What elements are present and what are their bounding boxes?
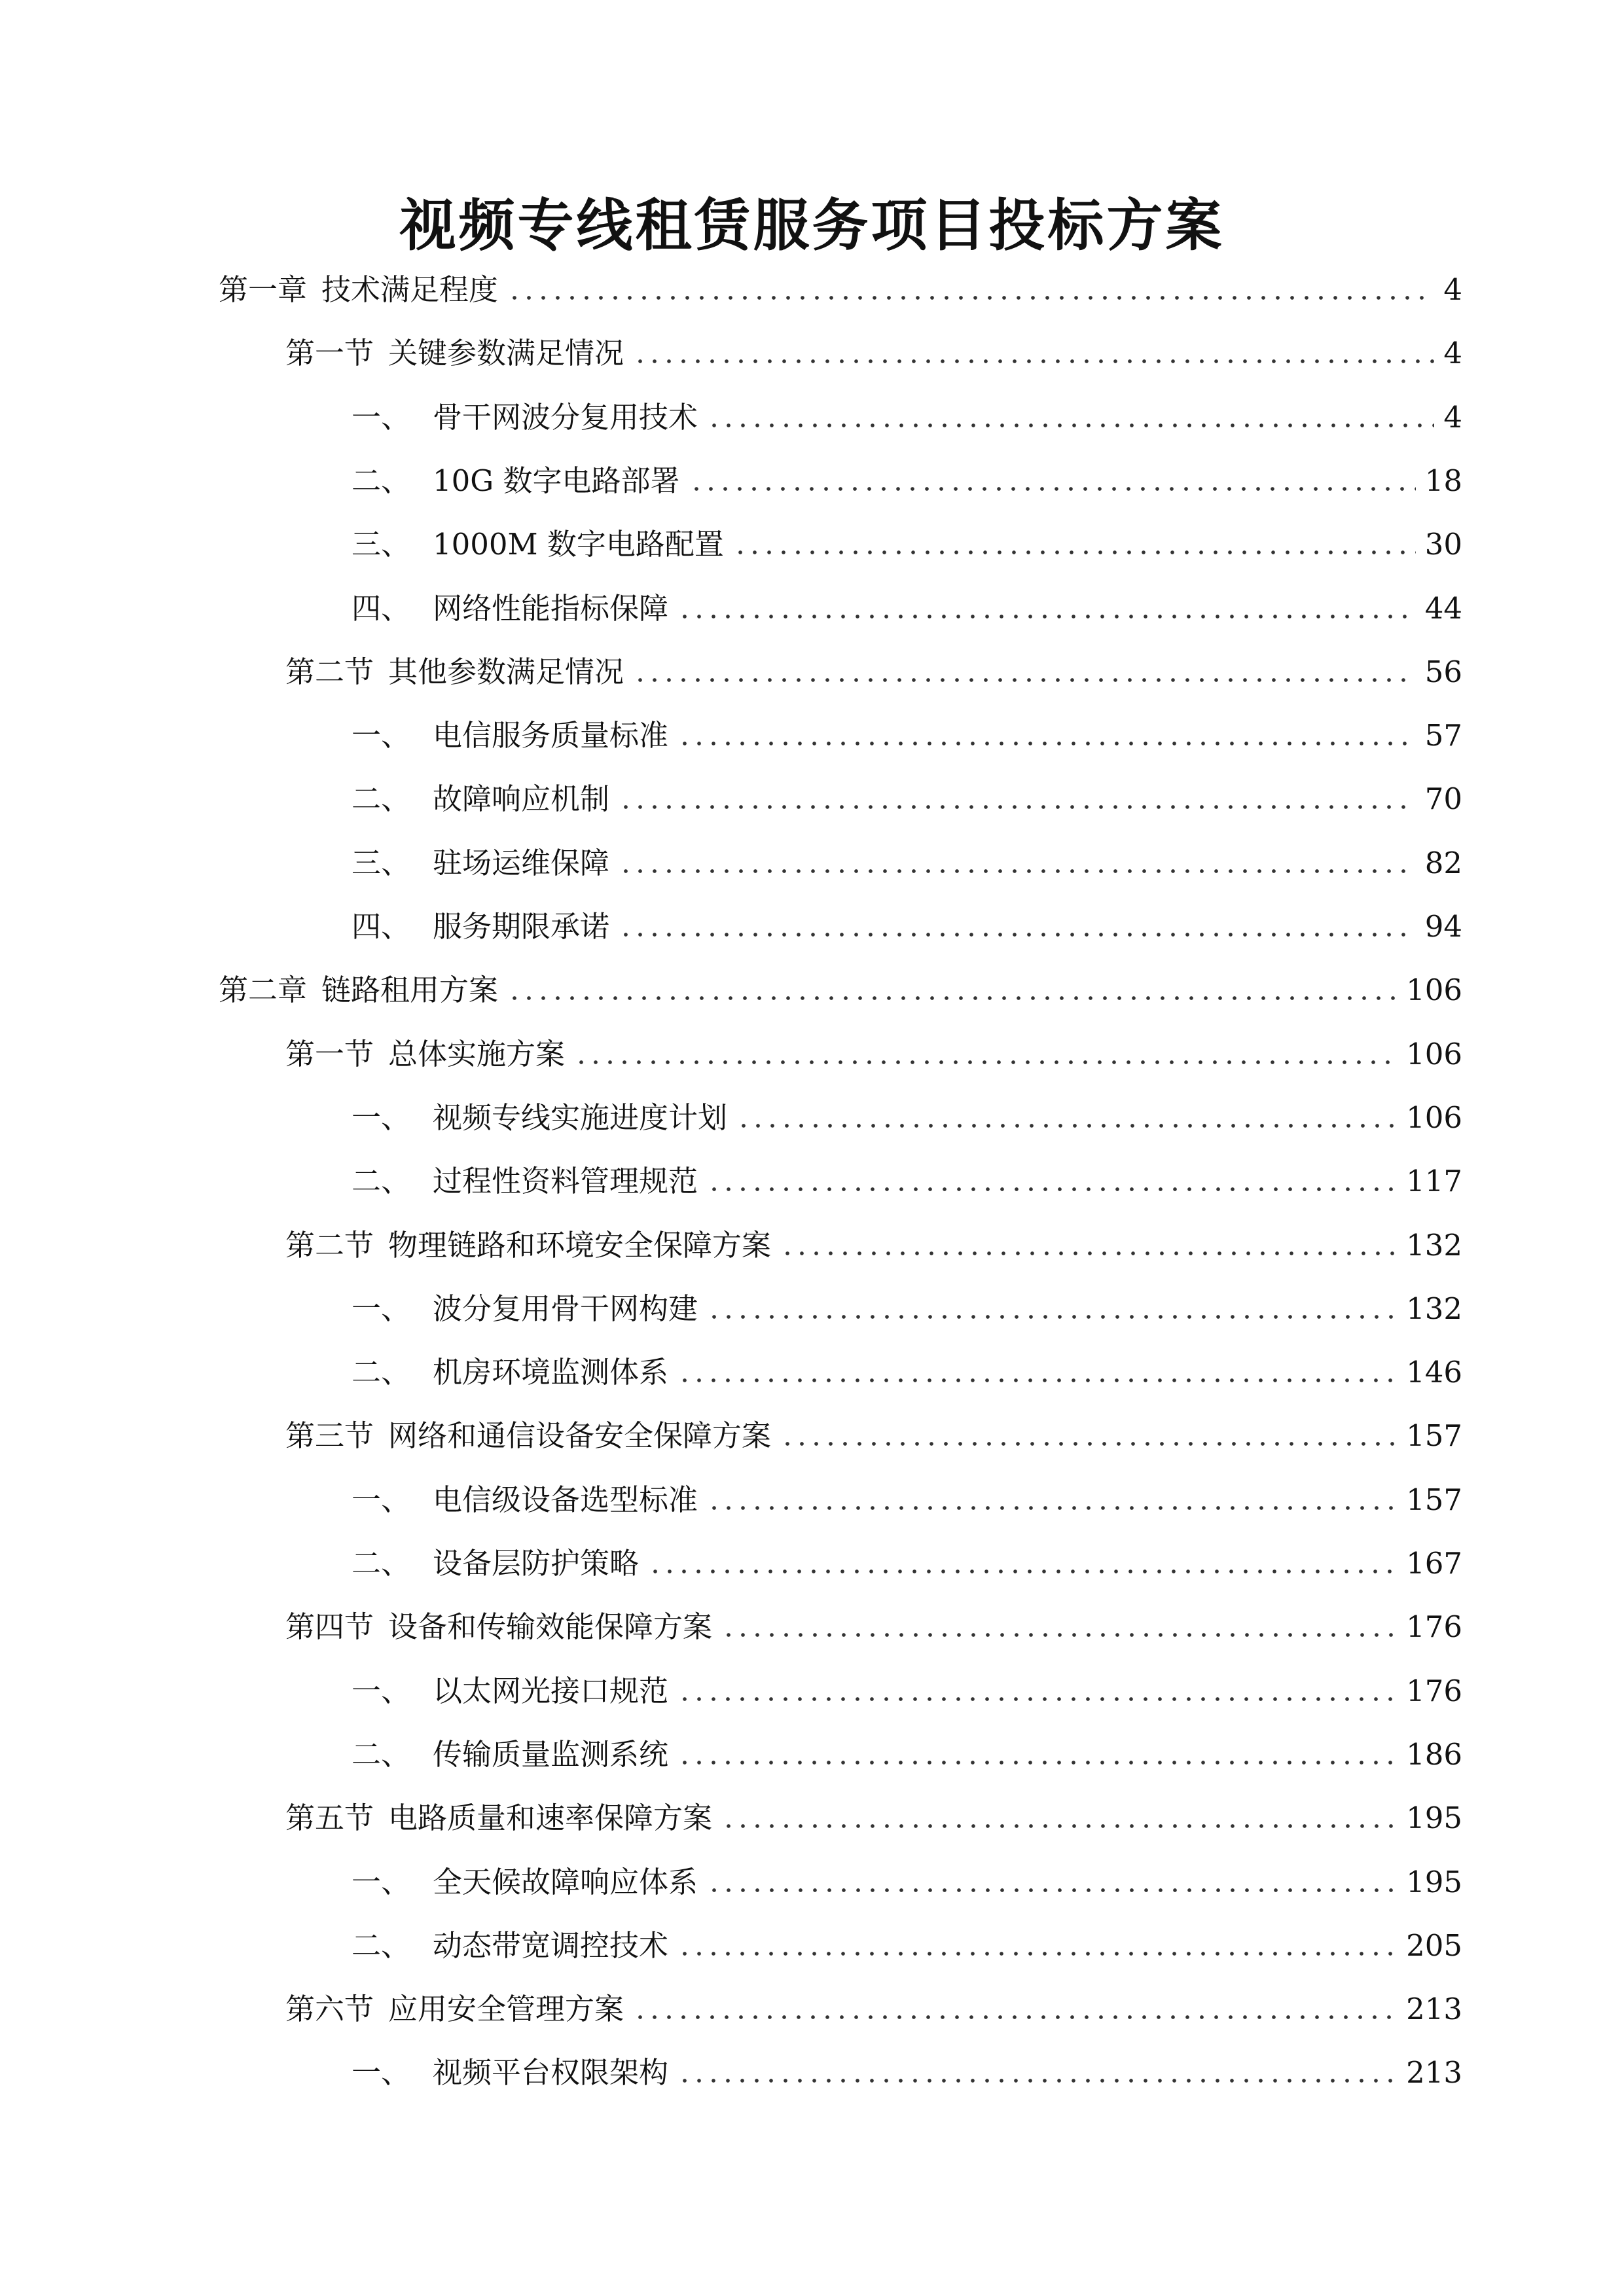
toc-entry-number: 二、: [352, 1164, 411, 1198]
toc-entry-number: 一、: [352, 1865, 411, 1899]
toc-page-number: 57: [1424, 718, 1462, 753]
toc-entry-number: 一、: [352, 1100, 411, 1135]
toc-entry-title: 应用安全管理方案: [388, 1992, 624, 2026]
toc-entry-number: 第六节: [285, 1992, 374, 2026]
toc-entry-title: 其他参数满足情况: [388, 655, 624, 689]
toc-entry-number: 第二章: [219, 973, 308, 1007]
toc-entry-label: [352, 1732, 668, 1778]
dot-leader: [507, 296, 1434, 300]
toc-entry-number: 二、: [352, 1355, 411, 1390]
toc-entry-label: [352, 1477, 698, 1523]
toc-page-number: 117: [1406, 1164, 1462, 1198]
toc-entry[interactable]: [352, 713, 1462, 759]
dot-leader: [633, 2015, 1397, 2019]
toc-page-number: 213: [1406, 2055, 1462, 2090]
dot-leader: [677, 1378, 1397, 1382]
toc-entry-label: [352, 840, 609, 886]
toc-entry-number: 一、: [352, 400, 411, 435]
toc-entry-label: [285, 1795, 712, 1841]
toc-entry-label: [352, 395, 698, 440]
toc-entry-number: 一、: [352, 1482, 411, 1517]
dot-leader: [707, 1187, 1397, 1191]
dot-leader: [619, 869, 1416, 873]
toc-entry-number: 第三节: [285, 1418, 374, 1453]
toc-entry-number: 第四节: [285, 1609, 374, 1644]
toc-entry[interactable]: [285, 1031, 1462, 1077]
toc-entry-title: 过程性资料管理规范: [433, 1164, 698, 1198]
toc-entry-title: 动态带宽调控技术: [433, 1928, 669, 1963]
toc-entry-number: 四、: [352, 591, 411, 626]
toc-entry-title: 驻场运维保障: [433, 846, 610, 880]
toc-entry[interactable]: [285, 331, 1462, 376]
toc-entry[interactable]: [352, 1095, 1462, 1141]
toc-entry-title: 服务期限承诺: [433, 909, 610, 944]
toc-entry-label: [219, 267, 498, 313]
dot-leader: [633, 359, 1434, 363]
toc-page-number: 146: [1406, 1355, 1462, 1390]
dot-leader: [677, 742, 1416, 745]
toc-entry[interactable]: [352, 1541, 1462, 1587]
toc-page-number: 132: [1406, 1291, 1462, 1326]
toc-page-number: 4: [1443, 336, 1462, 370]
toc-entry-number: 一、: [352, 2055, 411, 2090]
toc-entry[interactable]: [285, 1223, 1462, 1268]
toc-entry-label: [352, 522, 724, 567]
toc-entry-title: 全天候故障响应体系: [433, 1865, 698, 1899]
toc-entry[interactable]: [285, 1795, 1462, 1841]
dot-leader: [780, 1442, 1397, 1446]
dot-leader: [619, 805, 1416, 809]
toc-entry-title: 电信服务质量标准: [433, 718, 669, 753]
toc-entry[interactable]: [285, 1604, 1462, 1650]
toc-entry-title: 机房环境监测体系: [433, 1355, 669, 1390]
toc-entry-title: 网络性能指标保障: [433, 591, 669, 626]
dot-leader: [780, 1251, 1397, 1255]
toc-entry-number: 二、: [352, 1928, 411, 1963]
toc-entry-title: 10G 数字电路部署: [433, 463, 680, 498]
toc-entry-number: 一、: [352, 1291, 411, 1326]
toc-page-number: 176: [1406, 1609, 1462, 1644]
dot-leader: [707, 1315, 1397, 1319]
toc-entry[interactable]: [352, 1859, 1462, 1905]
toc-page-number: 106: [1406, 1037, 1462, 1071]
toc-entry[interactable]: [285, 1413, 1462, 1459]
toc-page-number: 56: [1424, 655, 1462, 689]
toc-entry-title: 设备层防护策略: [433, 1546, 640, 1581]
toc-entry[interactable]: [352, 2050, 1462, 2096]
toc-entry[interactable]: [352, 1350, 1462, 1395]
toc-entry-title: 视频平台权限架构: [433, 2055, 669, 2090]
toc-page-number: 186: [1406, 1737, 1462, 1772]
toc-page-number: 132: [1406, 1228, 1462, 1263]
toc-page-number: 195: [1406, 1801, 1462, 1835]
toc-entry-number: 二、: [352, 1737, 411, 1772]
toc-entry-label: [352, 1923, 668, 1969]
dot-leader: [677, 615, 1416, 619]
toc-entry[interactable]: [352, 840, 1462, 886]
toc-entry[interactable]: [285, 1986, 1462, 2032]
toc-entry-number: 一、: [352, 718, 411, 753]
dot-leader: [677, 1761, 1397, 1765]
toc-entry-title: 关键参数满足情况: [388, 336, 624, 370]
dot-leader: [677, 2079, 1397, 2083]
toc-entry[interactable]: [352, 776, 1462, 822]
toc-page-number: 18: [1424, 463, 1462, 498]
toc-entry-title: 骨干网波分复用技术: [433, 400, 698, 435]
toc-entry-label: [285, 649, 624, 695]
dot-leader: [677, 1697, 1397, 1701]
toc-entry-label: [352, 2050, 668, 2096]
toc-entry-label: [352, 904, 609, 950]
toc-entry-title: 波分复用骨干网构建: [433, 1291, 698, 1326]
toc-entry-title: 以太网光接口规范: [433, 1674, 669, 1708]
dot-leader: [733, 550, 1416, 554]
toc-entry-label: [285, 1223, 771, 1268]
toc-entry-number: 第一节: [285, 336, 374, 370]
toc-entry[interactable]: [352, 395, 1462, 440]
toc-page-number: 30: [1424, 527, 1462, 562]
toc-entry-number: 四、: [352, 909, 411, 944]
toc-page-number: 195: [1406, 1865, 1462, 1899]
toc-entry[interactable]: [352, 1286, 1462, 1332]
toc-page-number: 213: [1406, 1992, 1462, 2026]
toc-entry-title: 总体实施方案: [388, 1037, 566, 1071]
toc-entry-number: 三、: [352, 527, 411, 562]
toc-page-number: 70: [1424, 781, 1462, 816]
dot-leader: [707, 1506, 1397, 1510]
toc-entry-number: 第二节: [285, 1228, 374, 1263]
toc-page-number: 4: [1443, 272, 1462, 307]
toc-entry[interactable]: [352, 1923, 1462, 1969]
toc-entry[interactable]: [352, 458, 1462, 504]
toc-page-number: 44: [1424, 591, 1462, 626]
toc-entry-number: 第五节: [285, 1801, 374, 1835]
dot-leader: [721, 1633, 1397, 1637]
dot-leader: [507, 996, 1397, 1000]
toc-entry-label: [285, 1031, 565, 1077]
toc-entry[interactable]: [352, 1732, 1462, 1778]
toc-entry-label: [285, 1986, 624, 2032]
toc-entry-title: 传输质量监测系统: [433, 1737, 669, 1772]
toc-entry-label: [352, 1668, 668, 1714]
dot-leader: [736, 1124, 1397, 1128]
toc-entry[interactable]: [352, 904, 1462, 950]
toc-entry-label: [352, 1541, 639, 1587]
dot-leader: [707, 423, 1434, 427]
toc-entry-title: 链路租用方案: [321, 973, 499, 1007]
toc-entry-label: [285, 1604, 712, 1650]
toc-entry-title: 1000M 数字电路配置: [433, 527, 724, 562]
toc-entry-number: 第一节: [285, 1037, 374, 1071]
toc-entry-label: [352, 586, 668, 632]
toc-page-number: 157: [1406, 1418, 1462, 1453]
toc-entry[interactable]: [219, 967, 1462, 1013]
toc-entry[interactable]: [285, 649, 1462, 695]
toc-entry-label: [352, 1859, 698, 1905]
toc-entry-number: 二、: [352, 781, 411, 816]
dot-leader: [633, 678, 1416, 682]
toc-page-number: 82: [1424, 846, 1462, 880]
toc-entry[interactable]: [352, 522, 1462, 567]
toc-entry[interactable]: [352, 586, 1462, 632]
toc-page-number: 106: [1406, 973, 1462, 1007]
toc-entry[interactable]: [352, 1477, 1462, 1523]
toc-page-number: 157: [1406, 1482, 1462, 1517]
toc-page-number: 94: [1424, 909, 1462, 944]
toc-entry[interactable]: [352, 1668, 1462, 1714]
toc-page-number: 4: [1443, 400, 1462, 435]
toc-entry-title: 网络和通信设备安全保障方案: [388, 1418, 772, 1453]
toc-entry-label: [219, 967, 498, 1013]
toc-entry-label: [352, 1286, 698, 1332]
toc-page-number: 167: [1406, 1546, 1462, 1581]
toc-entry-number: 二、: [352, 1546, 411, 1581]
toc-entry-number: 三、: [352, 846, 411, 880]
toc-entry-label: [285, 331, 624, 376]
toc-entry-label: [285, 1413, 771, 1459]
toc-entry-label: [352, 1158, 698, 1204]
toc-page-number: 176: [1406, 1674, 1462, 1708]
toc-entry[interactable]: [219, 267, 1462, 313]
toc-entry-title: 物理链路和环境安全保障方案: [388, 1228, 772, 1263]
toc-entry-label: [352, 1095, 727, 1141]
toc-entry-title: 电信级设备选型标准: [433, 1482, 698, 1517]
toc-entry-label: [352, 776, 609, 822]
dot-leader: [648, 1570, 1397, 1573]
toc-page-number: 106: [1406, 1100, 1462, 1135]
toc-entry-title: 故障响应机制: [433, 781, 610, 816]
toc-entry-title: 视频专线实施进度计划: [433, 1100, 728, 1135]
dot-leader: [619, 933, 1416, 937]
toc-entry-label: [352, 458, 680, 504]
document-title: 视频专线租赁服务项目投标方案: [399, 192, 1225, 259]
dot-leader: [677, 1952, 1397, 1956]
dot-leader: [721, 1824, 1397, 1828]
toc-page-number: 205: [1406, 1928, 1462, 1963]
dot-leader: [574, 1060, 1397, 1064]
toc-entry-number: 二、: [352, 463, 411, 498]
toc-entry[interactable]: [352, 1158, 1462, 1204]
toc-entry-title: 电路质量和速率保障方案: [388, 1801, 713, 1835]
dot-leader: [707, 1888, 1397, 1892]
toc-entry-title: 技术满足程度: [321, 272, 499, 307]
toc-entry-number: 第二节: [285, 655, 374, 689]
toc-entry-number: 一、: [352, 1674, 411, 1708]
toc-entry-number: 第一章: [219, 272, 308, 307]
dot-leader: [689, 487, 1416, 491]
toc-entry-label: [352, 713, 668, 759]
toc-entry-title: 设备和传输效能保障方案: [388, 1609, 713, 1644]
toc-entry-label: [352, 1350, 668, 1395]
